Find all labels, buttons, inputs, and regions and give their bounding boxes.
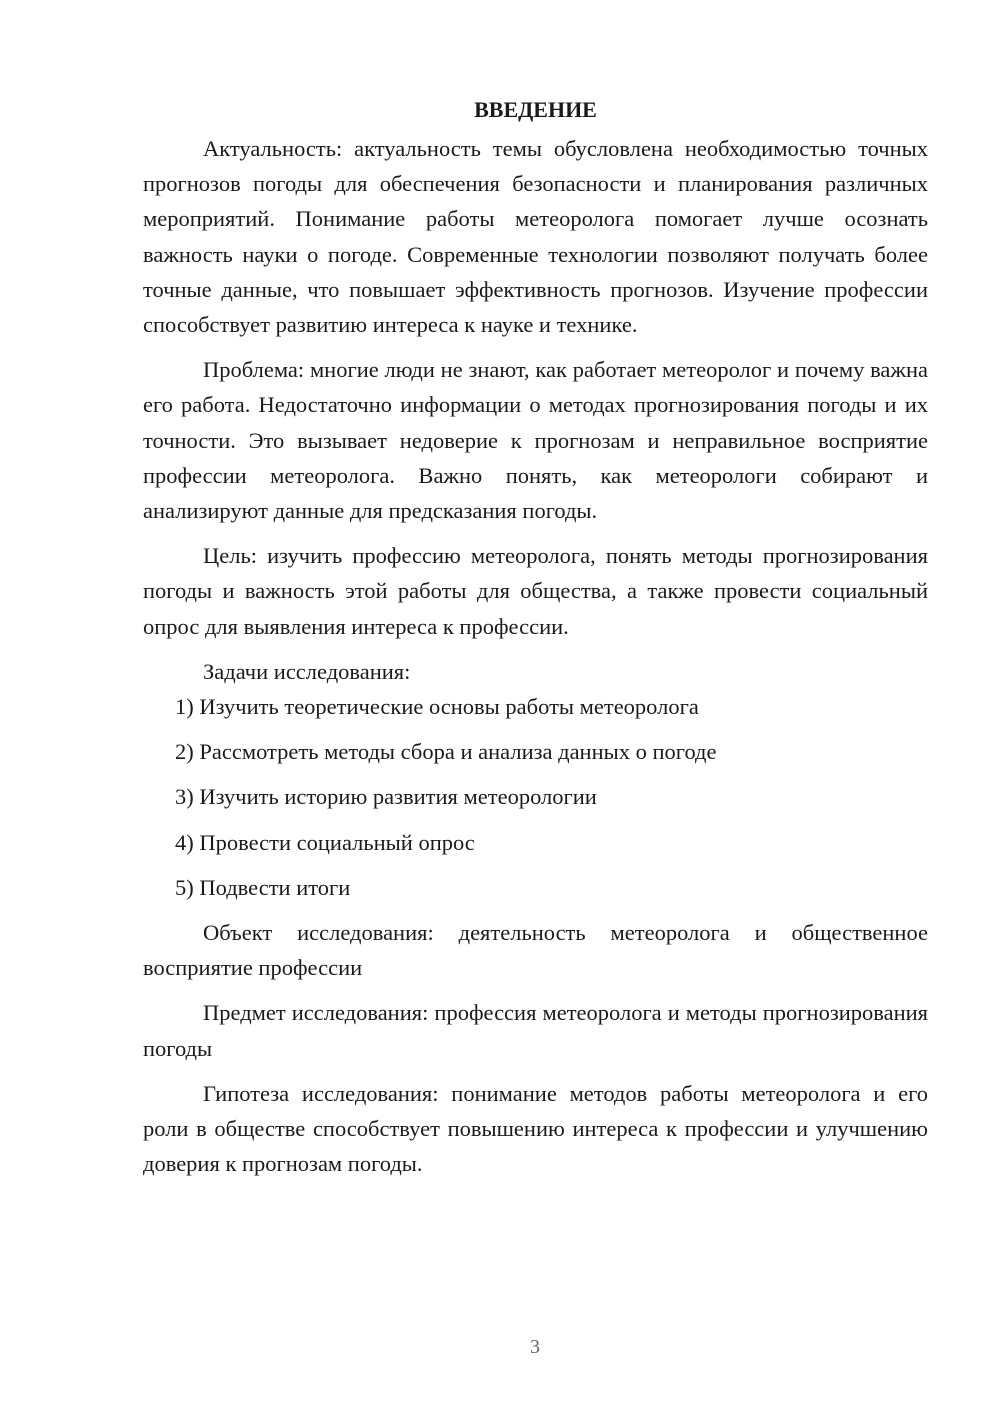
list-item: 2) Рассмотреть методы сбора и анализа данных о погоде: [175, 739, 717, 765]
relevance-paragraph: Актуальность: актуальность темы обусловлена необходимостью точных прогнозов погоды для обеспечения безопасности и планирования различных мероприятий. Понимание работы метеоролога помогает лучше осознать важность науки о погоде. Современные технологии позволяют получать более точные данные, что повышает эффективность прогнозов. Изучение профессии способствует развитию интереса к науке и технике.: [143, 136, 928, 338]
tasks-list: [143, 689, 928, 905]
list-item: 1) Изучить теоретические основы работы метеоролога: [175, 694, 699, 720]
hypothesis-paragraph: Гипотеза исследования: понимание методов работы метеоролога и его роли в обществе способствует повышению интереса к профессии и улучшению доверия к прогнозам погоды.: [143, 1080, 928, 1177]
page-number: 3: [530, 1336, 540, 1358]
list-item: 4) Провести социальный опрос: [175, 829, 475, 855]
document-page: [143, 92, 928, 1181]
object-paragraph: Объект исследования: деятельность метеоролога и общественное восприятие профессии: [143, 920, 928, 981]
problem-paragraph: Проблема: многие люди не знают, как работает метеоролог и почему важна его работа. Недостаточно информации о методах прогнозирования погоды и их точности. Это вызывает недоверие к прогнозам и неправильное восприятие профессии метеоролога. Важно понять, как метеорологи собирают и анализируют данные для предсказания погоды.: [143, 357, 928, 524]
goal-paragraph: Цель: изучить профессию метеоролога, понять методы прогнозирования погоды и важность этой работы для общества, а также провести социальный опрос для выявления интереса к профессии.: [143, 543, 928, 639]
tasks-heading: Задачи исследования:: [203, 658, 411, 684]
subject-paragraph: Предмет исследования: профессия метеоролога и методы прогнозирования погоды: [143, 1000, 928, 1061]
list-item: 3) Изучить историю развития метеорологии: [175, 784, 597, 810]
list-item: 5) Подвести итоги: [175, 874, 351, 900]
section-title: ВВЕДЕНИЕ: [474, 97, 597, 122]
